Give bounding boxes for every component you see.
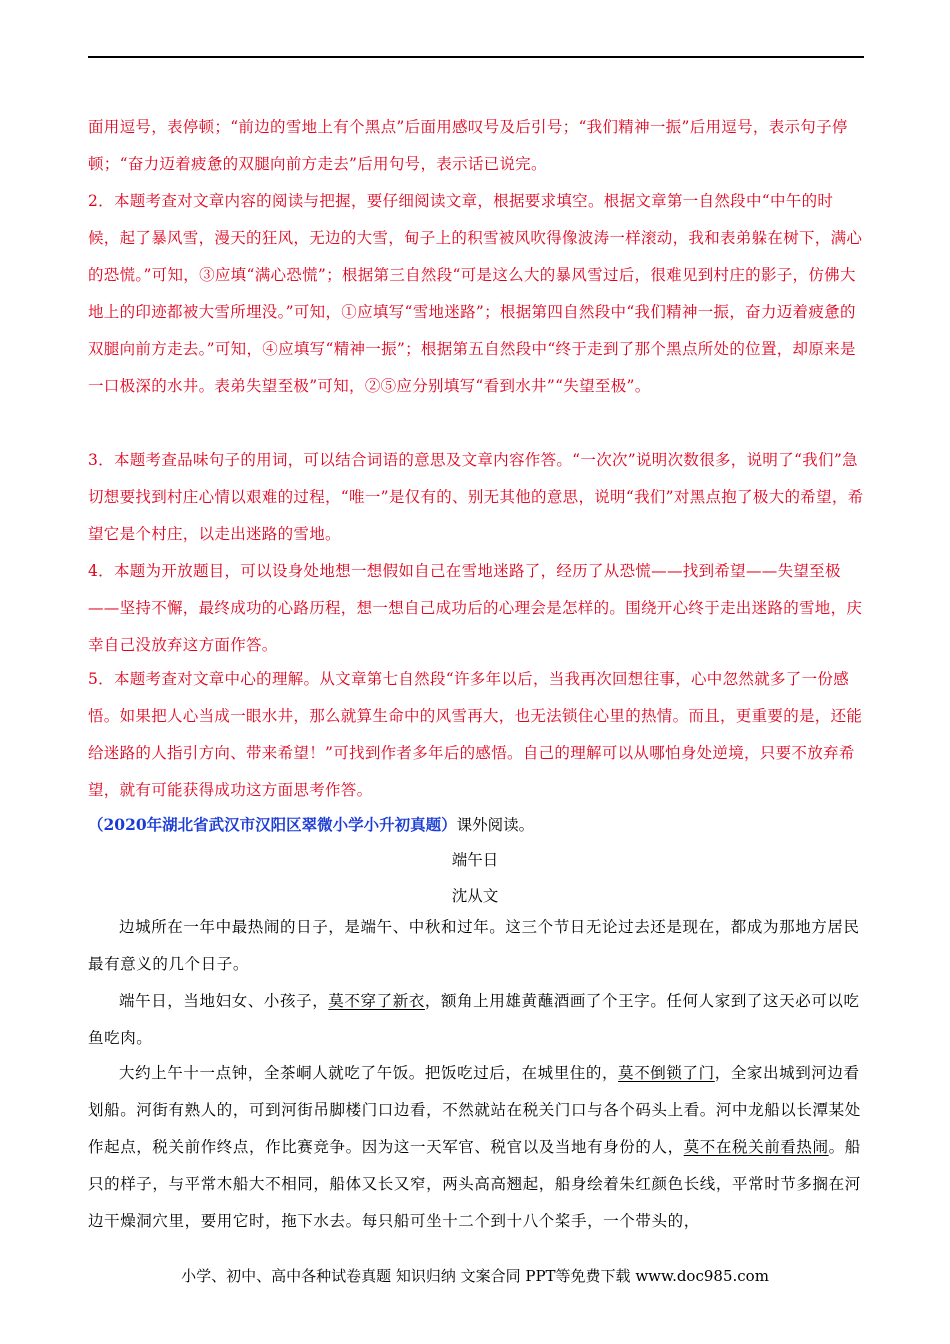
story-author: 沈从文 [451,887,499,905]
story-paragraph-2 [88,983,864,1057]
story-paragraph-1: 边城所在一年中最热闹的日子，是端午、中秋和过年。这三个节日无论过去还是现在，都成为那地方居民最有意义的几个日子。 [88,918,860,973]
answer-4: 4．本题为开放题目，可以设身处地想一想假如自己在雪地迷路了，经历了从恐慌——找到希望——失望至极——坚持不懈，最终成功的心路历程，想一想自己成功后的心理会是怎样的。围绕开心终于走出迷路的雪地，庆幸自己没放弃这方面作答。 [88,562,863,654]
underlined-phrase: 莫不穿了新衣 [328,992,425,1010]
story-text: 大约上午十一点钟，全茶峒人就吃了午饭。把饭吃过后，在城里住的， [119,1064,619,1082]
story-text: ，额角上用雄黄蘸酒画了个王字。任何人家到了这天必可以吃鱼吃肉。 [88,992,860,1047]
answer-2: 2．本题考查对文章内容的阅读与把握，要仔细阅读文章，根据要求填空。根据文章第一自然段中“中午的时候，起了暴风雪，漫天的狂风，无边的大雪，甸子上的积雪被风吹得像波涛一样滚动，我和表弟躲在树下，满心的恐慌。”可知，③应填“满心恐慌”；根据第三自然段“可是这么大的暴风雪过后，很难见到村庄的影子，仿佛大地上的印迹都被大雪所埋没。”可知，①应填写“雪地迷路”；根据第四自然段中“我们精神一振，奋力迈着疲惫的双腿向前方走去。”可知，④应填写“精神一振”；根据第五自然段中“终于走到了那个黑点所处的位置，却原来是一口极深的水井。表弟失望至极”可知，②⑤应分别填写“看到水井”“失望至极”。 [88,192,863,395]
page-footer: 小学、初中、高中各种试卷真题 知识归纳 文案合同 PPT等免费下载 www.doc985.com [181,1267,769,1285]
story-paragraph-3 [88,1055,864,1240]
story-text: 。船只的样子，与平常木船大不相同，船体又长又窄，两头高高翘起，船身绘着朱红颜色长线，平常时节多搁在河边干燥洞穴里，要用它时，拖下水去。每只船可坐十二个到十八个桨手，一个带头的， [88,1138,861,1230]
answer-5: 5．本题考查对文章中心的理解。从文章第七自然段“许多年以后，当我再次回想往事，心中忽然就多了一份感悟。如果把人心当成一眼水井，那么就算生命中的风雪再大，也无法锁住心里的热情。而且，更重要的是，还能给迷路的人指引方向、带来希望！”可找到作者多年后的感悟。自己的理解可以从哪怕身处逆境，只要不放弃希望，就有可能获得成功这方面思考作答。 [88,670,863,799]
story-text: ，全家出城到河边看划船。河街有熟人的，可到河街吊脚楼门口边看，不然就站在税关门口与各个码头上看。河中龙船以长潭某处作起点，税关前作终点，作比赛竞争。因为这一天军官、税官以及当地有身份的人， [88,1064,861,1156]
story-text: 端午日，当地妇女、小孩子， [119,992,329,1010]
source-rest: 课外阅读。 [456,816,535,834]
source-line [88,806,864,844]
header-rule [88,56,864,58]
source-tag: （2020年湖北省武汉市汉阳区翠微小学小升初真题） [88,815,457,834]
underlined-phrase: 莫不在税关前看热闹 [683,1138,829,1156]
answer-1-continued: 面用逗号，表停顿；“前边的雪地上有个黑点”后面用感叹号及后引号；“我们精神一振”后用逗号，表示句子停顿；“奋力迈着疲惫的双腿向前方走去”后用句号，表示话已说完。 [88,118,848,173]
underlined-phrase: 莫不倒锁了门 [618,1064,715,1082]
answer-3: 3．本题考查品味句子的用词，可以结合词语的意思及文章内容作答。“一次次”说明次数很多，说明了“我们”急切想要找到村庄心情以艰难的过程，“唯一”是仅有的、别无其他的意思，说明“我们”对黑点抱了极大的希望，希望它是个村庄，以走出迷路的雪地。 [88,451,864,543]
story-title: 端午日 [451,851,499,869]
